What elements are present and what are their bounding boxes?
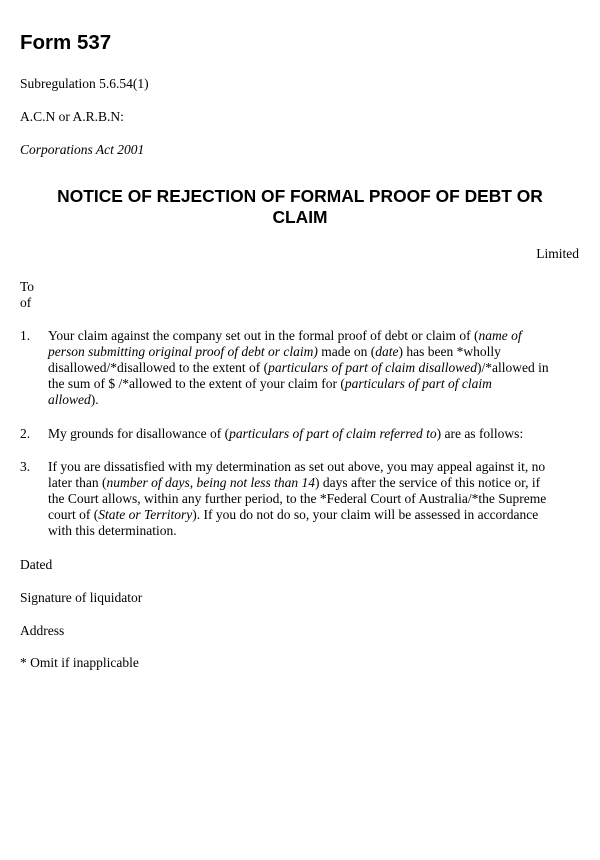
body-text: My grounds for disallowance of ( — [48, 426, 230, 441]
body-text: )/*allowed in — [476, 360, 549, 375]
italic-placeholder-text: particulars of part of claim — [344, 376, 492, 391]
paragraph-text — [48, 459, 580, 539]
heading-line-1: NOTICE OF REJECTION OF FORMAL PROOF OF DEBT OR — [57, 186, 543, 206]
body-text: with this determination. — [48, 523, 177, 538]
heading-line-2: CLAIM — [272, 207, 328, 227]
paragraph-line — [48, 344, 580, 360]
paragraph-number: 1. — [20, 328, 31, 343]
italic-placeholder-text: particulars of part of claim referred to — [229, 426, 437, 441]
paragraph-number: 2. — [20, 426, 31, 441]
paragraph-line — [48, 376, 580, 392]
body-text: the sum of $ /*allowed to the extent of your claim for ( — [48, 376, 345, 391]
paragraph-line — [48, 491, 580, 507]
paragraph-text — [48, 328, 580, 408]
paragraph-text — [48, 426, 580, 442]
paragraph-line — [48, 360, 580, 376]
paragraph-line — [48, 328, 580, 344]
act-reference: Corporations Act 2001 — [20, 142, 145, 157]
paragraph-line — [48, 459, 580, 475]
body-text: made on ( — [317, 344, 376, 359]
body-text: ). — [90, 392, 99, 407]
italic-placeholder-text: State or Territory — [98, 507, 193, 522]
body-text: Your claim against the company set out in the formal proof of debt or claim of ( — [48, 328, 479, 343]
of-label: of — [20, 295, 32, 310]
form-title: Form 537 — [20, 31, 112, 54]
body-text: ). If you do not do so, your claim will be assessed in accordance — [192, 507, 539, 522]
italic-placeholder-text: particulars of part of claim disallowed — [268, 360, 477, 375]
company-suffix: Limited — [536, 246, 579, 261]
signature-label: Signature of liquidator — [20, 590, 143, 605]
paragraph-line — [48, 507, 580, 523]
paragraph-line — [48, 523, 580, 539]
address-label: Address — [20, 623, 65, 638]
body-text: the Court allows, within any further period, to the *Federal Court of Australia/*the Supreme — [48, 491, 547, 506]
italic-placeholder-text: allowed — [48, 392, 91, 407]
notice-heading — [20, 186, 580, 228]
paragraph-line — [48, 392, 580, 408]
acn-label: A.C.N or A.R.B.N: — [20, 109, 124, 124]
body-text: If you are dissatisfied with my determination as set out above, you may appeal against it, no — [48, 459, 546, 474]
italic-placeholder-text: name of — [478, 328, 522, 343]
to-label: To — [20, 279, 35, 294]
body-text: ) are as follows: — [436, 426, 524, 441]
body-text: court of ( — [48, 507, 99, 522]
paragraph-number: 3. — [20, 459, 31, 474]
body-text: ) has been *wholly — [398, 344, 501, 359]
paragraph-line — [48, 475, 580, 491]
body-text: later than ( — [48, 475, 107, 490]
footnote: * Omit if inapplicable — [20, 655, 139, 670]
body-text: ) days after the service of this notice or, if — [314, 475, 541, 490]
body-text: disallowed/*disallowed to the extent of ( — [48, 360, 269, 375]
paragraph-line — [48, 426, 580, 442]
italic-placeholder-text: person submitting original proof of debt or claim) — [48, 344, 318, 359]
subregulation: Subregulation 5.6.54(1) — [20, 76, 149, 91]
dated-label: Dated — [20, 557, 53, 572]
italic-placeholder-text: number of days, being not less than 14 — [106, 475, 315, 490]
italic-placeholder-text: date — [375, 344, 399, 359]
